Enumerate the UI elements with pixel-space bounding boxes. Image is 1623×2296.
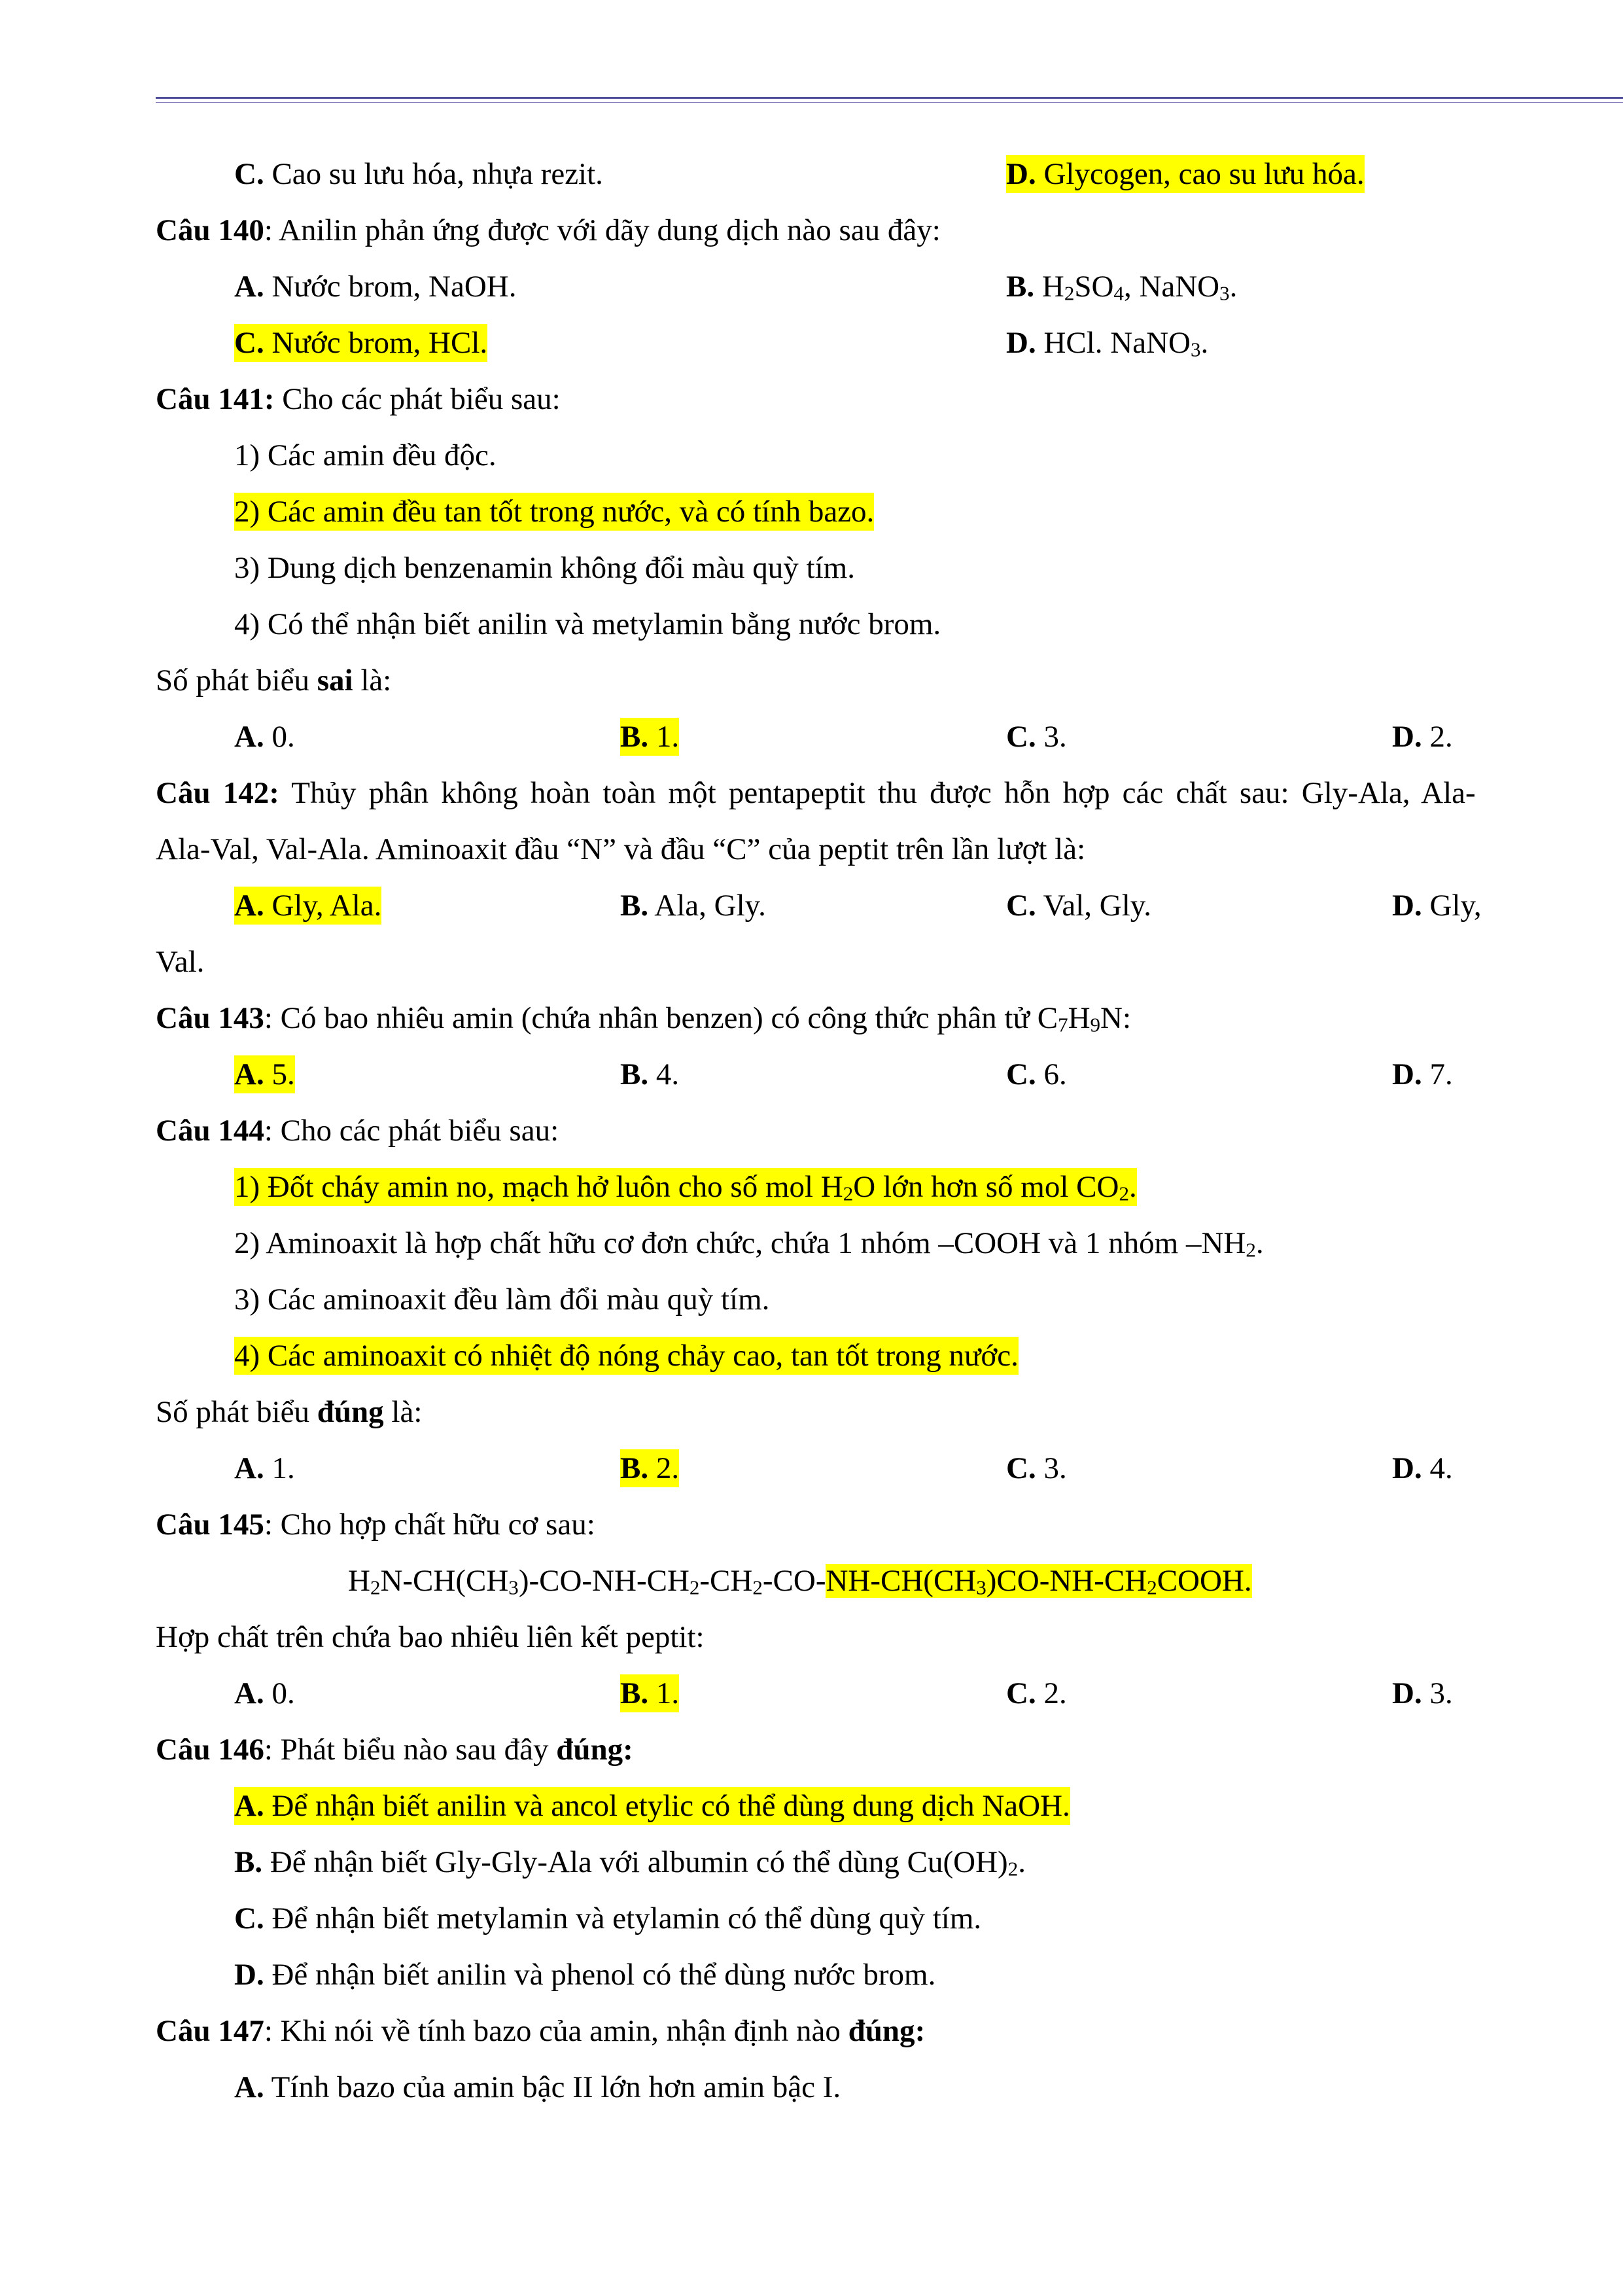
- q141-prompt: Số phát biểu sai là:: [156, 663, 392, 698]
- header-rule-thin: [156, 102, 1623, 103]
- q145-question: Câu 145: Cho hợp chất hữu cơ sau:: [156, 1508, 595, 1542]
- q147-question: Câu 147: Khi nói về tính bazo của amin, nhận định nào đúng:: [156, 2014, 926, 2048]
- q140-option-c: C. Nước brom, HCl.: [234, 324, 487, 362]
- q144-question: Câu 144: Cho các phát biểu sau:: [156, 1114, 559, 1148]
- q145-formula-highlight: $NH-CH(CH_3)CO-NH-CH_2COOH$.: [826, 1564, 1252, 1599]
- q144-statement-1: 1) Đốt cháy amin no, mạch hở luôn cho số mol $H_2O$ lớn hơn số mol $CO_2$.: [234, 1168, 1137, 1206]
- q142-option-b: B. Ala, Gly.: [620, 889, 766, 923]
- q141-statement-3: 3) Dung dịch benzenamin không đổi màu quỳ tím.: [234, 551, 855, 585]
- q145-prompt: Hợp chất trên chứa bao nhiêu liên kết peptit:: [156, 1620, 705, 1654]
- q144-statement-2: 2) Aminoaxit là hợp chất hữu cơ đơn chức, chứa 1 nhóm –COOH và 1 nhóm $-NH_2$.: [234, 1226, 1264, 1262]
- q141-statement-1: 1) Các amin đều độc.: [234, 438, 497, 472]
- q140-question: Câu 140: Anilin phản ứng được với dãy dung dịch nào sau đây:: [156, 213, 941, 247]
- q139-option-d: D. Glycogen, cao su lưu hóa.: [1006, 155, 1365, 193]
- q139-option-c: C. Cao su lưu hóa, nhựa rezit.: [234, 157, 603, 191]
- q143-option-c: C. 6.: [1006, 1057, 1067, 1091]
- q141-option-b: B. 1.: [620, 718, 679, 756]
- q141-question: Câu 141: Cho các phát biểu sau:: [156, 382, 561, 416]
- q146-option-b: B. Để nhận biết Gly-Gly-Ala với albumin có thể dùng $Cu(OH)_2$.: [234, 1845, 1026, 1881]
- q145-option-a: A. 0.: [234, 1676, 295, 1710]
- q144-statement-3: 3) Các aminoaxit đều làm đổi màu quỳ tím.: [234, 1282, 770, 1316]
- q140-option-a: A. Nước brom, NaOH.: [234, 270, 517, 304]
- q140-option-d: D. HCl. NaNO$_3$.: [1006, 326, 1209, 361]
- q140-option-b: B. $H_2SO_4$, NaNO$_3$.: [1006, 270, 1238, 305]
- q146-option-d: D. Để nhận biết anilin và phenol có thể dùng nước brom.: [234, 1958, 936, 1992]
- q142-option-d: D. Gly,: [1392, 889, 1482, 923]
- q146-option-c: C. Để nhận biết metylamin và etylamin có thể dùng quỳ tím.: [234, 1901, 982, 1935]
- q144-option-d: D. 4.: [1392, 1451, 1453, 1485]
- q147-option-a: A. Tính bazo của amin bậc II lớn hơn amin bậc I.: [234, 2070, 841, 2104]
- q143-question: Câu 143: Có bao nhiêu amin (chứa nhân benzen) có công thức phân tử $C_7H_9N$:: [156, 1001, 1132, 1036]
- header-rule: [156, 97, 1623, 99]
- q142-question-line1: Câu 142: Thủy phân không hoàn toàn một pentapeptit thu được hỗn hợp các chất sau: Gly-Ala, Ala-: [156, 776, 1476, 810]
- q145-formula: $H_2N-CH(CH_3)-CO-NH-CH_2-CH_2-CO-NH-CH(CH_3)CO-NH-CH_2COOH$.: [348, 1564, 1252, 1599]
- q142-option-c: C. Val, Gly.: [1006, 889, 1151, 923]
- q144-statement-4: 4) Các aminoaxit có nhiệt độ nóng chảy cao, tan tốt trong nước.: [234, 1337, 1019, 1375]
- q141-option-d: D. 2.: [1392, 720, 1453, 754]
- q144-option-c: C. 3.: [1006, 1451, 1067, 1485]
- q141-statement-2: 2) Các amin đều tan tốt trong nước, và có tính bazo.: [234, 493, 874, 531]
- q144-prompt: Số phát biểu đúng là:: [156, 1395, 423, 1429]
- q144-option-b: B. 2.: [620, 1449, 679, 1487]
- q143-option-b: B. 4.: [620, 1057, 680, 1091]
- q142-option-d-wrap: Val.: [156, 945, 205, 979]
- q141-option-c: C. 3.: [1006, 720, 1067, 754]
- q141-option-a: A. 0.: [234, 720, 295, 754]
- q142-option-a: A. Gly, Ala.: [234, 887, 381, 925]
- q143-option-d: D. 7.: [1392, 1057, 1453, 1091]
- q142-question-line2: Ala-Val, Val-Ala. Aminoaxit đầu “N” và đầu “C” của peptit trên lần lượt là:: [156, 832, 1086, 866]
- q146-option-a: A. Để nhận biết anilin và ancol etylic có thể dùng dung dịch NaOH.: [234, 1787, 1070, 1825]
- q146-question: Câu 146: Phát biểu nào sau đây đúng:: [156, 1733, 633, 1767]
- q145-option-d: D. 3.: [1392, 1676, 1453, 1710]
- q144-option-a: A. 1.: [234, 1451, 295, 1485]
- q145-option-c: C. 2.: [1006, 1676, 1067, 1710]
- q143-option-a: A. 5.: [234, 1055, 295, 1093]
- q141-statement-4: 4) Có thể nhận biết anilin và metylamin bằng nước brom.: [234, 607, 941, 641]
- q145-option-b: B. 1.: [620, 1674, 679, 1712]
